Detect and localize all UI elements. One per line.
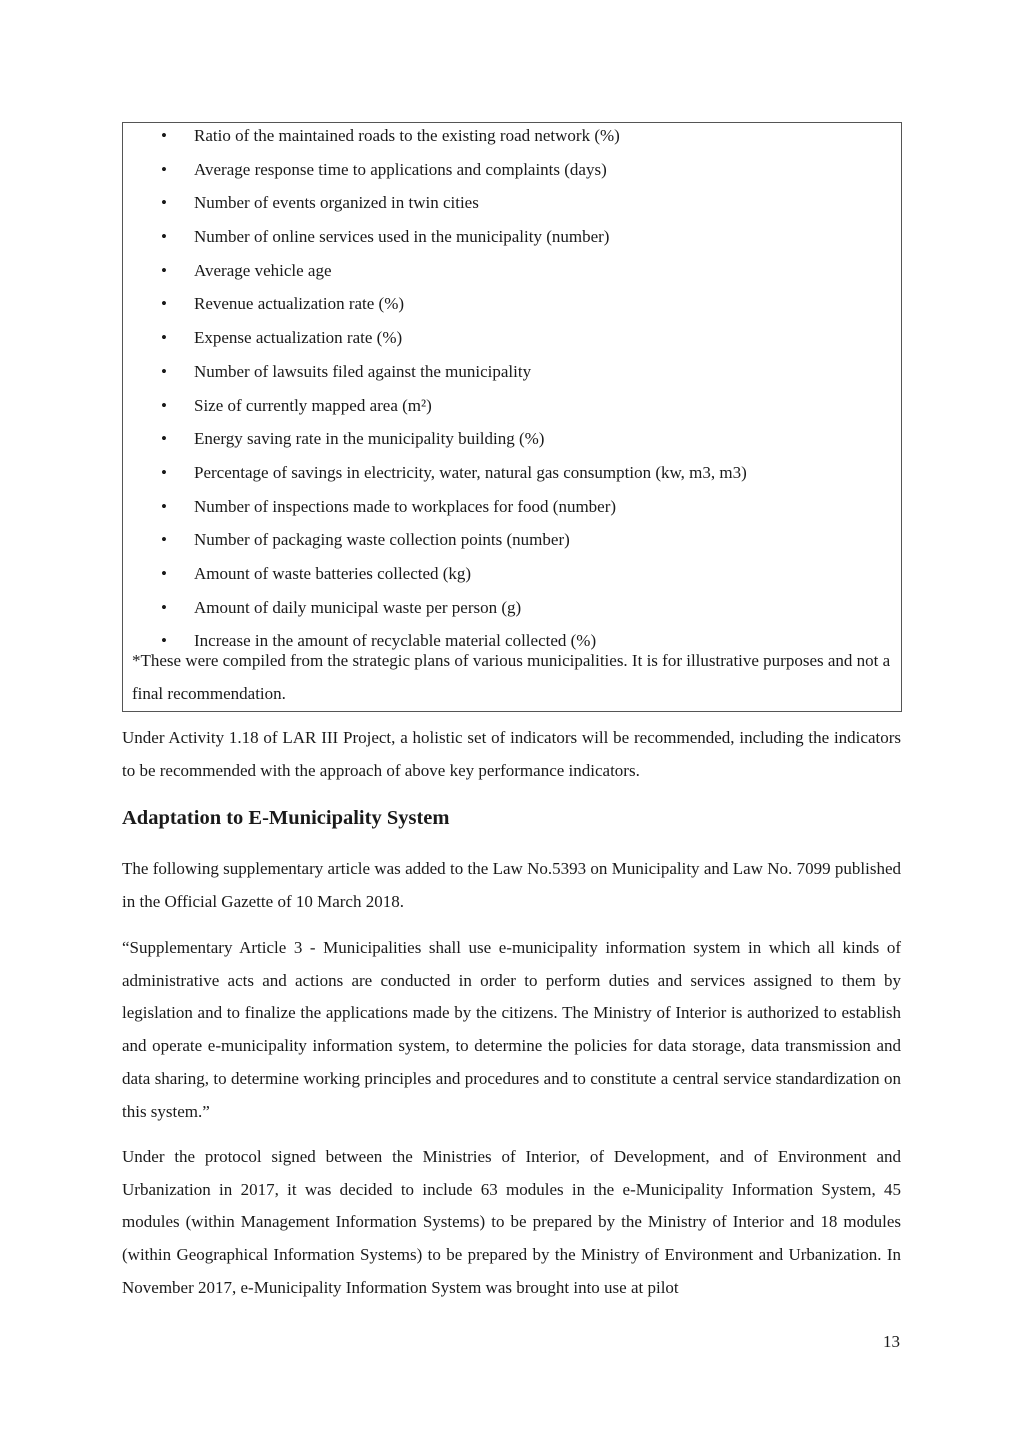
bullet: •: [161, 395, 167, 415]
list-item-text: Percentage of savings in electricity, water, natural gas consumption (kw, m3, m3): [194, 462, 747, 482]
list-item-text: Ratio of the maintained roads to the existing road network (%): [194, 126, 620, 145]
bullet: •: [161, 597, 167, 617]
list-item-text: Number of lawsuits filed against the municipality: [194, 361, 532, 381]
paragraph-law: The following supplementary article was added to the Law No.5393 on Municipality and Law No. 7099 published in the Official Gazette of 10 March 2018.: [122, 859, 901, 911]
kpi-list: [123, 123, 901, 662]
section-heading: Adaptation to E-Municipality System: [122, 807, 450, 829]
bullet: •: [161, 530, 167, 550]
list-item: [123, 325, 901, 359]
list-item: [123, 224, 901, 258]
list-item-text: Amount of daily municipal waste per person (g): [194, 597, 522, 617]
list-item-text: Average response time to applications and complaints (days): [194, 159, 607, 179]
list-item-text: Number of inspections made to workplaces for food (number): [194, 496, 617, 516]
bullet: •: [161, 462, 167, 482]
list-item: [123, 190, 901, 224]
list-item: [123, 426, 901, 460]
bullet: •: [161, 126, 167, 145]
list-item-text: Revenue actualization rate (%): [194, 294, 405, 314]
list-item-text: Amount of waste batteries collected (kg): [194, 563, 472, 583]
paragraph-protocol: Under the protocol signed between the Ministries of Interior, of Development, and of Environment and Urbanization in 2017, it was decided to include 63 modules in the e-Municipality Information System, 45 modules (within Management Information Systems) to be prepared by the Ministry of Interior and 18 modules (within Geographical Information Systems) to be prepared by the Ministry of Environment and Urbanization. In November 2017, e-Municipality Information System was brought into use at pilot: [122, 1147, 901, 1297]
box-footnote: *These were compiled from the strategic plans of various municipalities. It is for illustrative purposes and not a final recommendation.: [132, 651, 891, 703]
bullet: •: [161, 429, 167, 449]
paragraph-activity: Under Activity 1.18 of LAR III Project, a holistic set of indicators will be recommended, including the indicators to be recommended with the approach of above key performance indicators.: [122, 728, 901, 780]
list-item: [123, 460, 901, 494]
list-item-text: Number of online services used in the municipality (number): [194, 227, 610, 247]
list-item: [123, 123, 901, 157]
bullet: •: [161, 193, 167, 213]
list-item-text: Number of events organized in twin cities: [194, 193, 479, 213]
list-item-text: Number of packaging waste collection points (number): [194, 530, 570, 550]
kpi-box: [122, 122, 902, 712]
list-item: [123, 359, 901, 393]
bullet: •: [161, 361, 167, 381]
bullet: •: [161, 159, 167, 179]
list-item: [123, 393, 901, 427]
list-item: [123, 561, 901, 595]
list-item-text: Expense actualization rate (%): [194, 328, 403, 348]
list-item-text: Size of currently mapped area (m²): [194, 395, 432, 415]
paragraph-article-quote: “Supplementary Article 3 - Municipalities shall use e-municipality information system in which all kinds of administrative acts and actions are conducted in order to perform duties and services assigned to them by legislation and to finalize the applications made by the citizens. The Ministry of Interior is authorized to establish and operate e-municipality information system, to determine the policies for data storage, data transmission and data sharing, to determine working principles and procedures and to constitute a central service standardization on this system.”: [122, 938, 901, 1121]
bullet: •: [161, 227, 167, 247]
list-item-text: Increase in the amount of recyclable material collected (%): [194, 631, 597, 651]
list-item: [123, 527, 901, 561]
bullet: •: [161, 631, 167, 651]
bullet: •: [161, 563, 167, 583]
list-item-text: Average vehicle age: [194, 260, 332, 280]
list-item: [123, 291, 901, 325]
list-item: [123, 595, 901, 629]
bullet: •: [161, 294, 167, 314]
bullet: •: [161, 328, 167, 348]
bullet: •: [161, 260, 167, 280]
list-item: [123, 258, 901, 292]
bullet: •: [161, 496, 167, 516]
list-item-text: Energy saving rate in the municipality building (%): [194, 429, 545, 449]
list-item: [123, 157, 901, 191]
page-number: 13: [883, 1332, 900, 1351]
list-item: [123, 494, 901, 528]
